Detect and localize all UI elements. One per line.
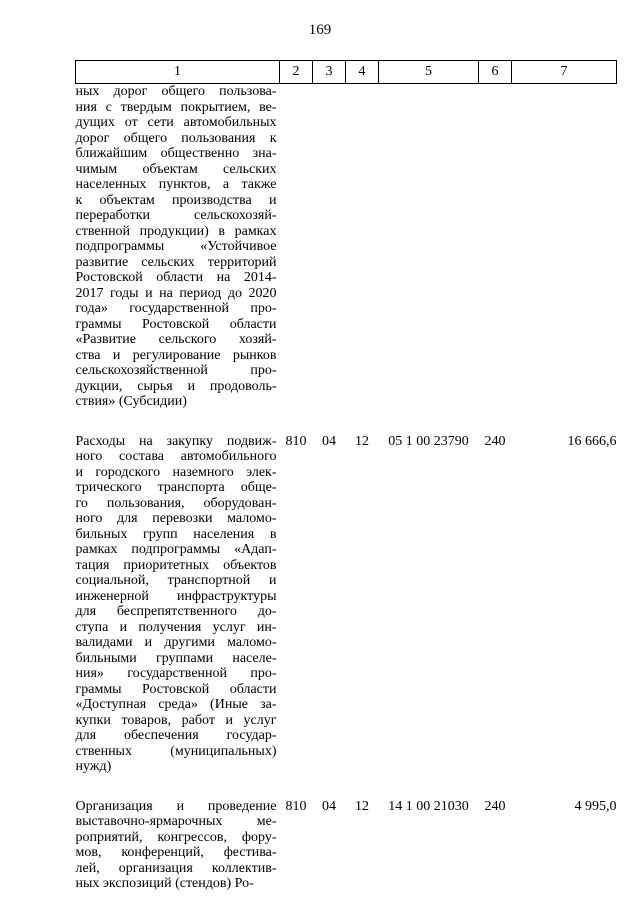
description-line: тация приоритетных объектов [75, 557, 277, 573]
column-header-1: 1 [76, 61, 280, 84]
description-line: ния» государственной про- [75, 666, 277, 681]
description-line: бильными группами населе- [75, 650, 277, 666]
description-line: подпрограммы «Устойчивое [75, 239, 277, 254]
table-row [76, 84, 617, 434]
description-line: бильных групп населения в [75, 526, 277, 542]
column-header-6: 6 [479, 61, 512, 84]
column-header-7: 7 [512, 61, 617, 84]
subsection-code-cell: 12 [355, 433, 369, 449]
table-row [76, 799, 617, 892]
description-line: ных дорог общего пользова- [75, 84, 277, 99]
description-line: 2017 годы и на период до 2020 [75, 285, 277, 301]
description-line: нужд) [75, 759, 112, 774]
expense-type-cell [479, 84, 512, 434]
description-line: ного для перевозки маломо- [75, 511, 277, 526]
column-header-3: 3 [313, 61, 346, 84]
description-line: ства и регулирование рынков [75, 347, 277, 363]
amount-cell: 16 666,6 [567, 433, 617, 449]
description-line: чимым объектам сельских [75, 161, 277, 177]
description-line: ственной продукции) в рамках [75, 223, 277, 239]
expense-type-cell: 240 [484, 433, 506, 449]
description-line: граммы Ростовской области [75, 681, 277, 697]
row-description [76, 799, 280, 892]
target-article-cell: 14 1 00 21030 [388, 798, 469, 814]
target-article-cell: 05 1 00 23790 [388, 433, 469, 449]
description-line: и городского наземного элек- [75, 464, 277, 480]
description-line: ступа и получения услуг ин- [75, 619, 277, 635]
description-line: переработки сельскохозяй- [75, 208, 277, 223]
page-number: 169 [308, 22, 332, 38]
ministry-code-cell: 810 [285, 433, 307, 449]
row-description [76, 84, 280, 434]
description-line: «Доступная среда» (Иные за- [75, 697, 277, 712]
amount-cell: 4 995,0 [574, 798, 617, 814]
description-line: инженерной инфраструктуры [75, 588, 277, 604]
description-line: для обеспечения государ- [75, 728, 277, 743]
section-code-cell: 04 [322, 433, 336, 449]
description-line: Организация и проведение [75, 798, 277, 814]
column-header-2: 2 [280, 61, 313, 84]
description-line: Ростовской области на 2014- [75, 270, 277, 285]
section-code-cell [313, 84, 346, 434]
expense-type-cell: 240 [484, 798, 506, 814]
description-line: дущих от сети автомобильных [75, 115, 277, 130]
description-line: развитие сельских территорий [75, 254, 277, 270]
column-header-5: 5 [379, 61, 479, 84]
description-line: граммы Ростовской области [75, 316, 277, 332]
table-row [76, 434, 617, 799]
table-header [76, 61, 617, 84]
description-line: ного состава автомобильного [75, 449, 277, 464]
description-line: населенных пунктов, а также [75, 177, 277, 192]
column-header-4: 4 [346, 61, 379, 84]
table-body [76, 84, 617, 892]
description-line: ных экспозиций (стендов) Ро- [75, 876, 254, 891]
subsection-code-cell: 12 [355, 798, 369, 814]
description-line: сельскохозяйственной про- [75, 363, 277, 378]
description-line: роприятий, конгрессов, фору- [75, 829, 277, 845]
description-line: ственных (муниципальных) [75, 743, 277, 759]
ministry-code-cell [280, 84, 313, 434]
description-line: валидами и другими маломо- [75, 635, 277, 650]
amount-cell [512, 84, 617, 434]
description-line: выставочно-ярмарочных ме- [75, 814, 277, 829]
description-line: ближайшим общественно зна- [75, 146, 277, 161]
subsection-code-cell [346, 84, 379, 434]
row-description [76, 434, 280, 799]
description-line: купки товаров, работ и услуг [75, 712, 277, 728]
description-line: мов, конференций, фестива- [75, 845, 277, 860]
description-line: социальной, транспортной и [75, 573, 277, 588]
section-code-cell: 04 [322, 798, 336, 814]
description-line: Расходы на закупку подвиж- [75, 433, 277, 449]
target-article-cell [379, 84, 479, 434]
budget-table [75, 60, 617, 892]
description-line: «Развитие сельского хозяй- [75, 332, 277, 347]
description-line: го пользования, оборудован- [75, 495, 277, 511]
description-line: года» государственной про- [75, 301, 277, 316]
description-line: дорог общего пользования к [75, 130, 277, 146]
description-line: для беспрепятственного до- [75, 604, 277, 619]
ministry-code-cell: 810 [285, 798, 307, 814]
description-line: ствия» (Субсидии) [75, 394, 187, 409]
description-line: рамках подпрограммы «Адап- [75, 542, 277, 557]
description-line: ния с твердым покрытием, ве- [75, 99, 277, 115]
description-line: лей, организация коллектив- [75, 860, 277, 876]
description-line: дукции, сырья и продоволь- [75, 378, 277, 394]
description-line: к объектам производства и [75, 192, 277, 208]
description-line: трического транспорта обще- [75, 480, 277, 495]
